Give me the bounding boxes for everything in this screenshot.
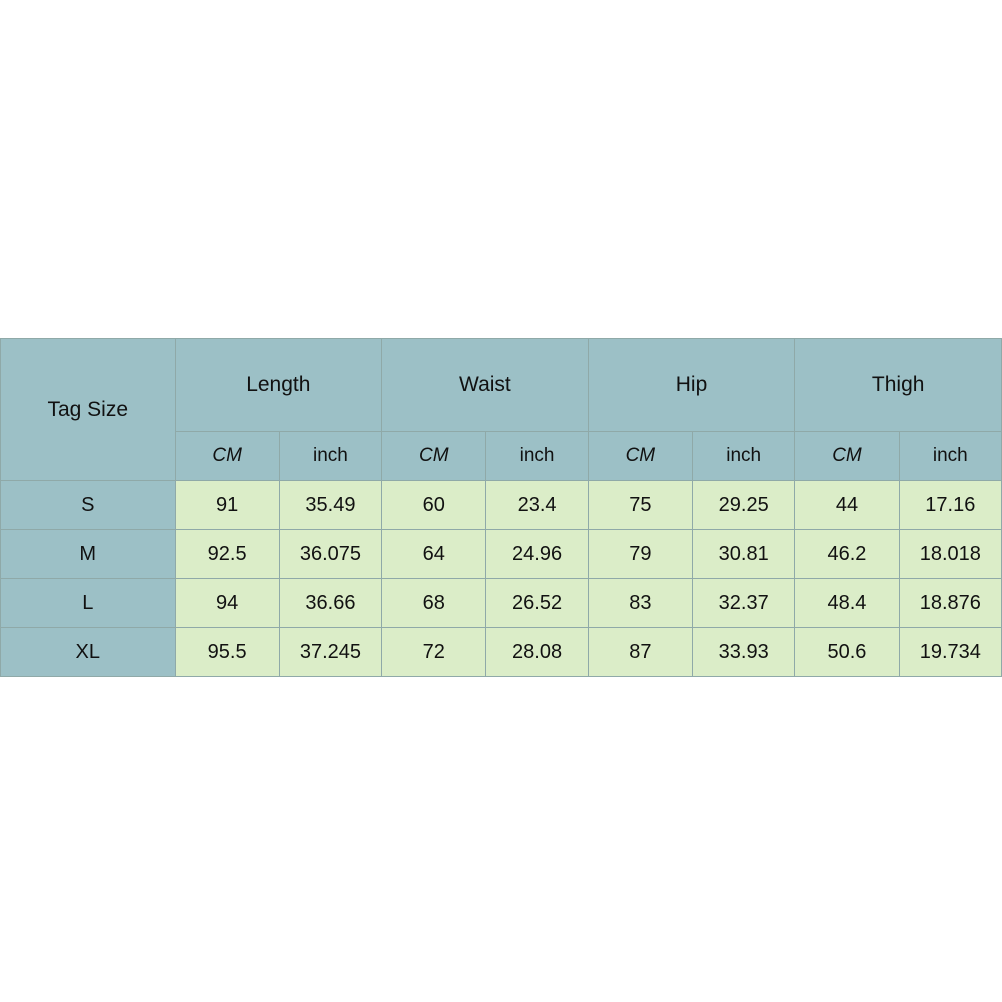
cell-l-waist-inch: 26.52 <box>486 579 588 628</box>
header-unit-waist-inch: inch <box>486 432 588 481</box>
cell-xl-waist-cm: 72 <box>382 628 486 677</box>
cell-xl-length-inch: 37.245 <box>279 628 381 677</box>
cell-l-waist-cm: 68 <box>382 579 486 628</box>
header-group-hip: Hip <box>588 339 795 432</box>
row-size-label-m: M <box>1 530 176 579</box>
cell-m-waist-inch: 24.96 <box>486 530 588 579</box>
table-row <box>1 628 1002 677</box>
header-tag-size: Tag Size <box>1 339 176 481</box>
cell-m-length-cm: 92.5 <box>175 530 279 579</box>
table-row <box>1 579 1002 628</box>
row-size-label-s: S <box>1 481 176 530</box>
header-unit-length-inch: inch <box>279 432 381 481</box>
cell-m-thigh-inch: 18.018 <box>899 530 1001 579</box>
header-group-thigh: Thigh <box>795 339 1002 432</box>
header-unit-thigh-cm: CM <box>795 432 899 481</box>
header-unit-hip-inch: inch <box>693 432 795 481</box>
cell-s-hip-cm: 75 <box>588 481 692 530</box>
cell-xl-length-cm: 95.5 <box>175 628 279 677</box>
cell-l-thigh-inch: 18.876 <box>899 579 1001 628</box>
cell-s-thigh-inch: 17.16 <box>899 481 1001 530</box>
cell-xl-hip-cm: 87 <box>588 628 692 677</box>
cell-xl-hip-inch: 33.93 <box>693 628 795 677</box>
header-unit-hip-cm: CM <box>588 432 692 481</box>
table-row <box>1 530 1002 579</box>
row-size-label-xl: XL <box>1 628 176 677</box>
cell-s-waist-cm: 60 <box>382 481 486 530</box>
cell-s-thigh-cm: 44 <box>795 481 899 530</box>
cell-m-waist-cm: 64 <box>382 530 486 579</box>
header-group-length: Length <box>175 339 382 432</box>
table-body <box>1 481 1002 677</box>
cell-l-length-inch: 36.66 <box>279 579 381 628</box>
cell-s-length-inch: 35.49 <box>279 481 381 530</box>
table-row <box>1 481 1002 530</box>
cell-l-length-cm: 94 <box>175 579 279 628</box>
table-header <box>1 339 1002 481</box>
header-row-groups <box>1 339 1002 432</box>
size-chart-container <box>0 338 1002 677</box>
header-group-waist: Waist <box>382 339 589 432</box>
header-unit-thigh-inch: inch <box>899 432 1001 481</box>
cell-m-hip-inch: 30.81 <box>693 530 795 579</box>
cell-s-hip-inch: 29.25 <box>693 481 795 530</box>
cell-m-hip-cm: 79 <box>588 530 692 579</box>
cell-xl-thigh-cm: 50.6 <box>795 628 899 677</box>
cell-l-hip-inch: 32.37 <box>693 579 795 628</box>
cell-m-length-inch: 36.075 <box>279 530 381 579</box>
cell-l-thigh-cm: 48.4 <box>795 579 899 628</box>
cell-xl-thigh-inch: 19.734 <box>899 628 1001 677</box>
header-unit-waist-cm: CM <box>382 432 486 481</box>
cell-s-length-cm: 91 <box>175 481 279 530</box>
cell-m-thigh-cm: 46.2 <box>795 530 899 579</box>
header-unit-length-cm: CM <box>175 432 279 481</box>
cell-s-waist-inch: 23.4 <box>486 481 588 530</box>
cell-l-hip-cm: 83 <box>588 579 692 628</box>
cell-xl-waist-inch: 28.08 <box>486 628 588 677</box>
row-size-label-l: L <box>1 579 176 628</box>
size-chart-table <box>0 338 1002 677</box>
